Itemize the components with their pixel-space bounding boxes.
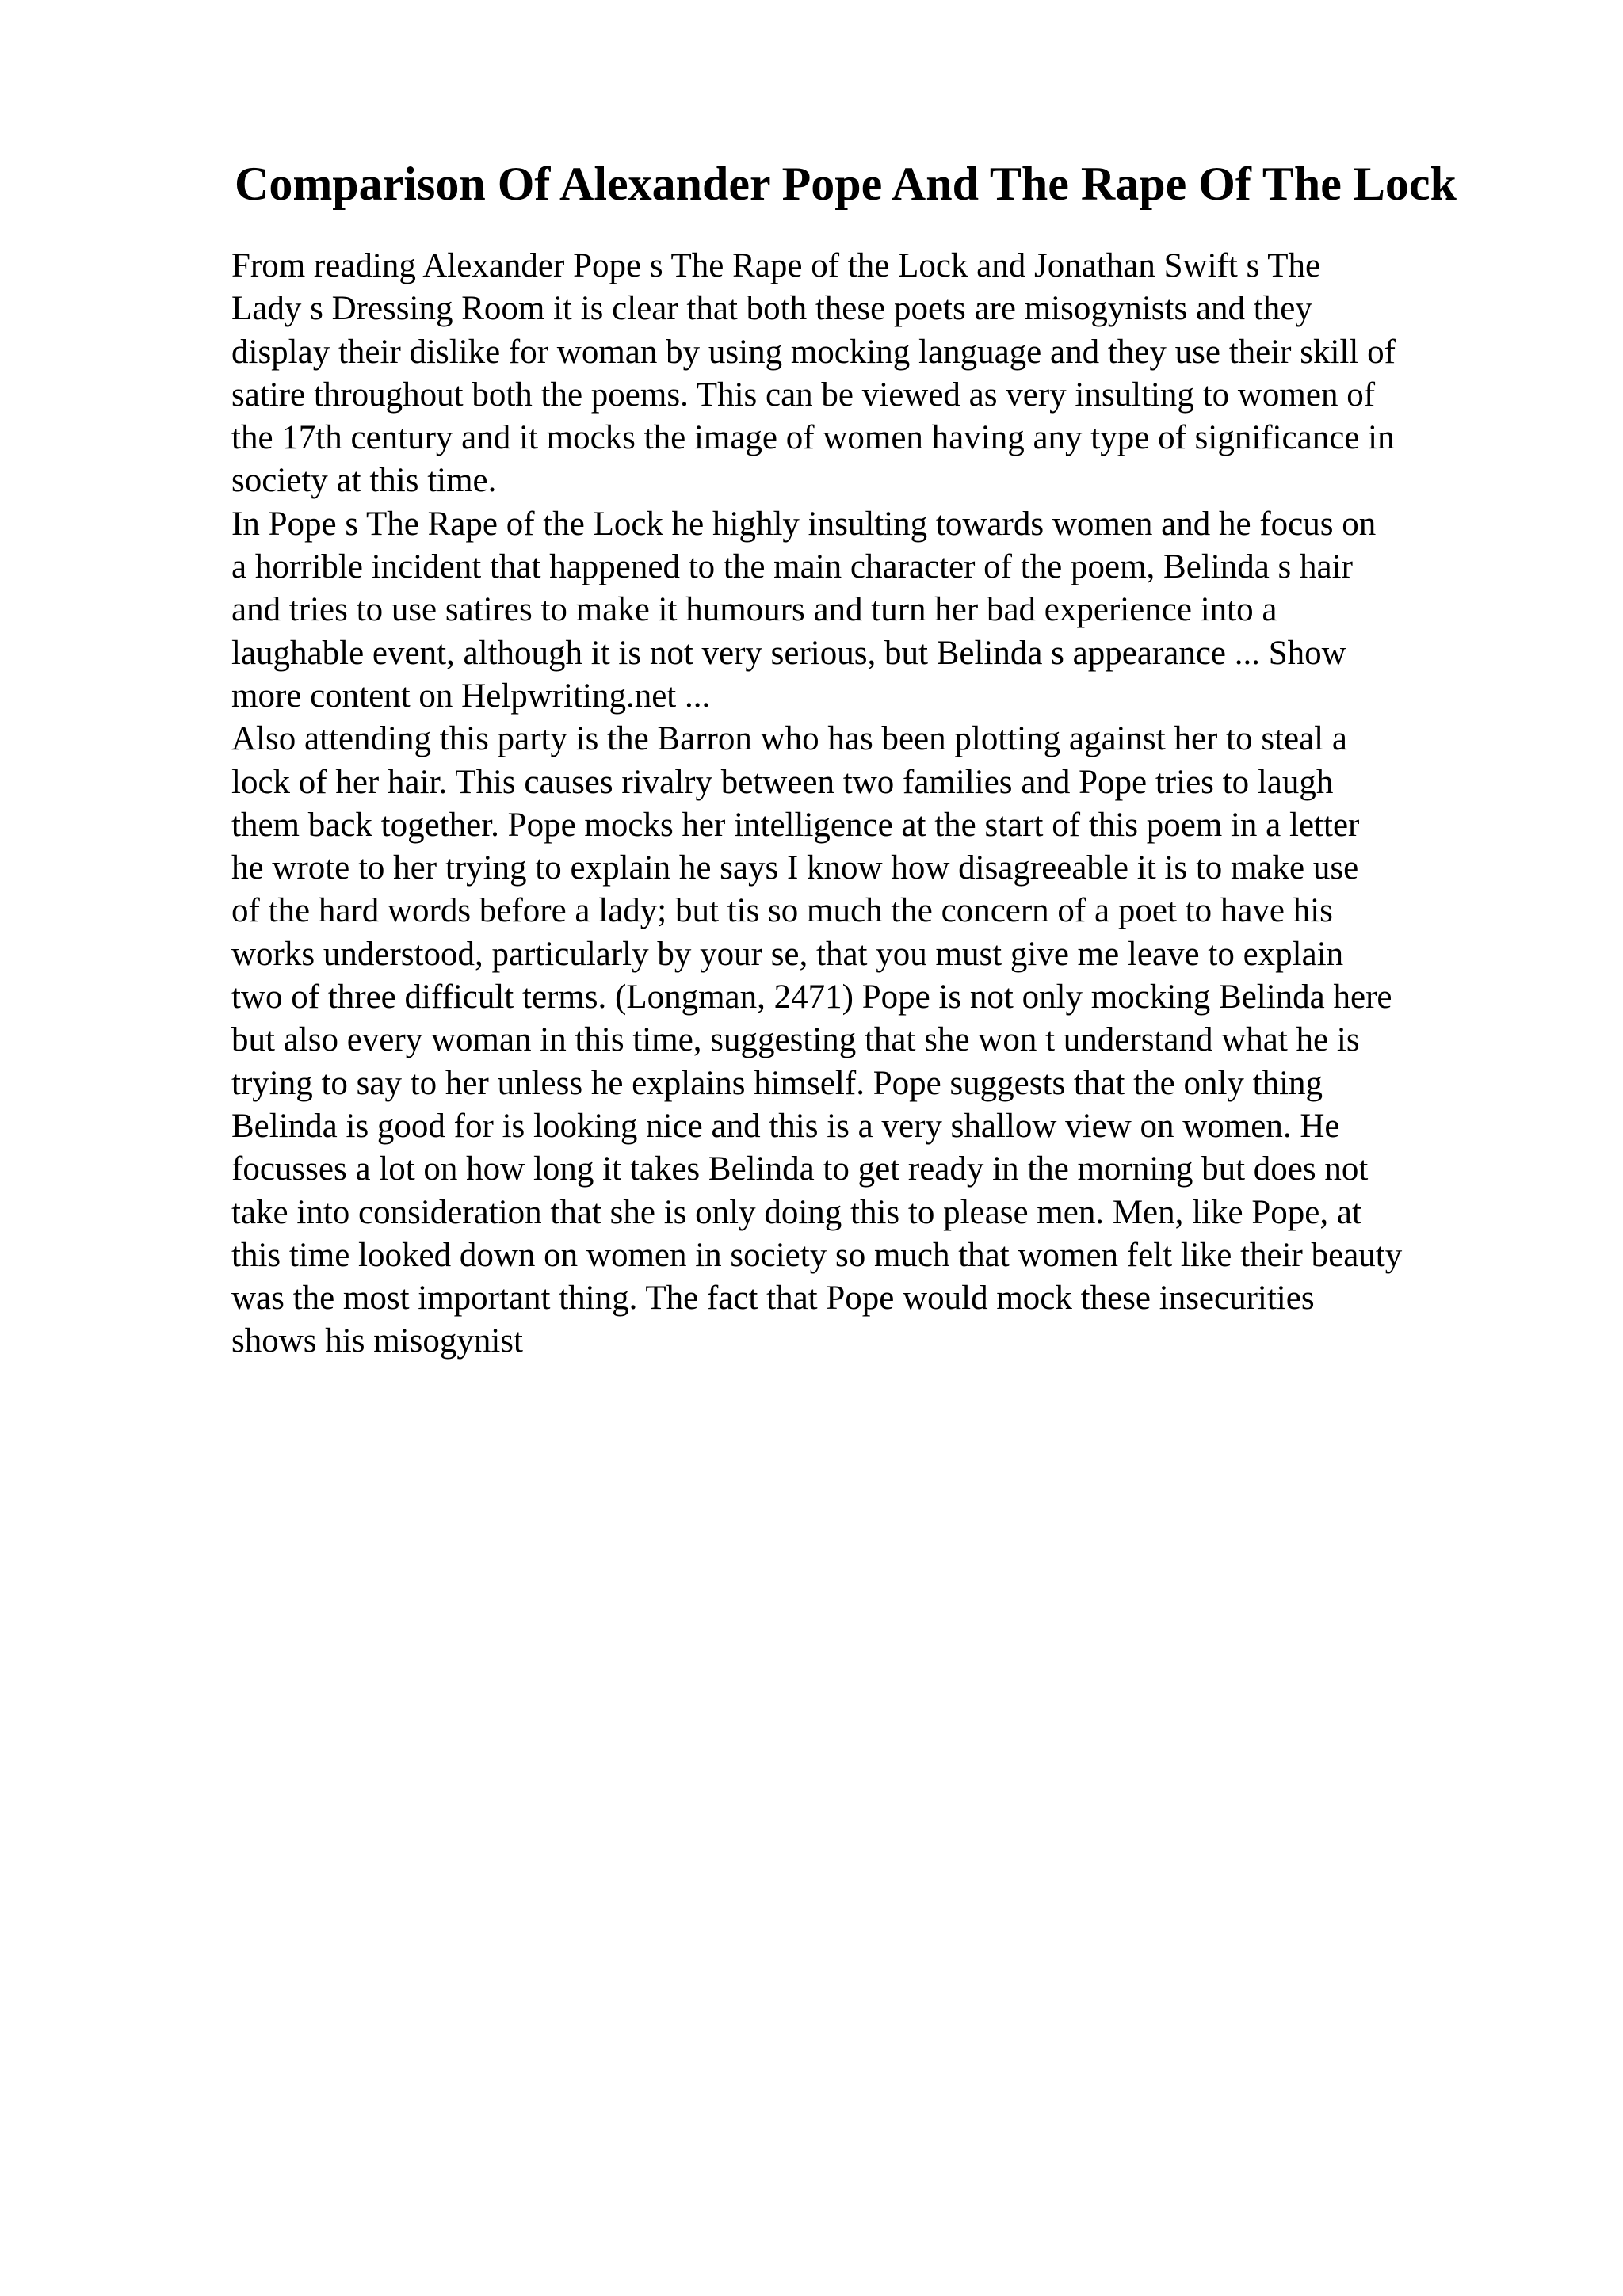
body-line: From reading Alexander Pope s The Rape of the Lock and Jonathan Swift s The [231,247,1321,284]
body-line: lock of her hair. This causes rivalry between two families and Pope tries to laugh [231,763,1334,801]
document-body [231,245,1547,1363]
body-line: more content on Helpwriting.net ... [231,677,711,715]
body-line: works understood, particularly by your se, that you must give me leave to explain [231,935,1344,973]
body-line: Belinda is good for is looking nice and this is a very shallow view on women. He [231,1107,1340,1145]
body-line: he wrote to her trying to explain he says I know how disagreeable it is to make use [231,849,1359,887]
body-line: shows his misogynist [231,1322,523,1360]
body-line: Lady s Dressing Room it is clear that both these poets are misogynists and they [231,290,1312,328]
body-line: satire throughout both the poems. This can be viewed as very insulting to women of [231,376,1376,414]
body-line: trying to say to her unless he explains himself. Pope suggests that the only thing [231,1064,1323,1102]
body-line: this time looked down on women in society so much that women felt like their beauty [231,1236,1403,1274]
body-line: laughable event, although it is not very serious, but Belinda s appearance ... Show [231,634,1346,672]
body-line: Also attending this party is the Barron who has been plotting against her to steal a [231,720,1347,758]
body-line: take into consideration that she is only doing this to please men. Men, like Pope, at [231,1193,1361,1231]
body-line: In Pope s The Rape of the Lock he highly insulting towards women and he focus on [231,505,1377,543]
body-line: a horrible incident that happened to the main character of the poem, Belinda s hair [231,548,1353,586]
body-line: but also every woman in this time, suggesting that she won t understand what he is [231,1021,1360,1059]
document-title: Comparison Of Alexander Pope And The Rape Of The Lock [235,158,1457,210]
body-line: two of three difficult terms. (Longman, 2471) Pope is not only mocking Belinda here [231,978,1392,1016]
body-line: of the hard words before a lady; but tis so much the concern of a poet to have his [231,892,1333,930]
body-line: display their dislike for woman by using mocking language and they use their skill of [231,333,1396,371]
body-line: was the most important thing. The fact that Pope would mock these insecurities [231,1280,1315,1318]
body-line: focusses a lot on how long it takes Belinda to get ready in the morning but does not [231,1150,1369,1188]
body-line: them back together. Pope mocks her intelligence at the start of this poem in a letter [231,806,1360,844]
body-line: and tries to use satires to make it humours and turn her bad experience into a [231,591,1277,629]
body-line: society at this time. [231,462,497,500]
body-line: the 17th century and it mocks the image of women having any type of significance in [231,419,1395,457]
